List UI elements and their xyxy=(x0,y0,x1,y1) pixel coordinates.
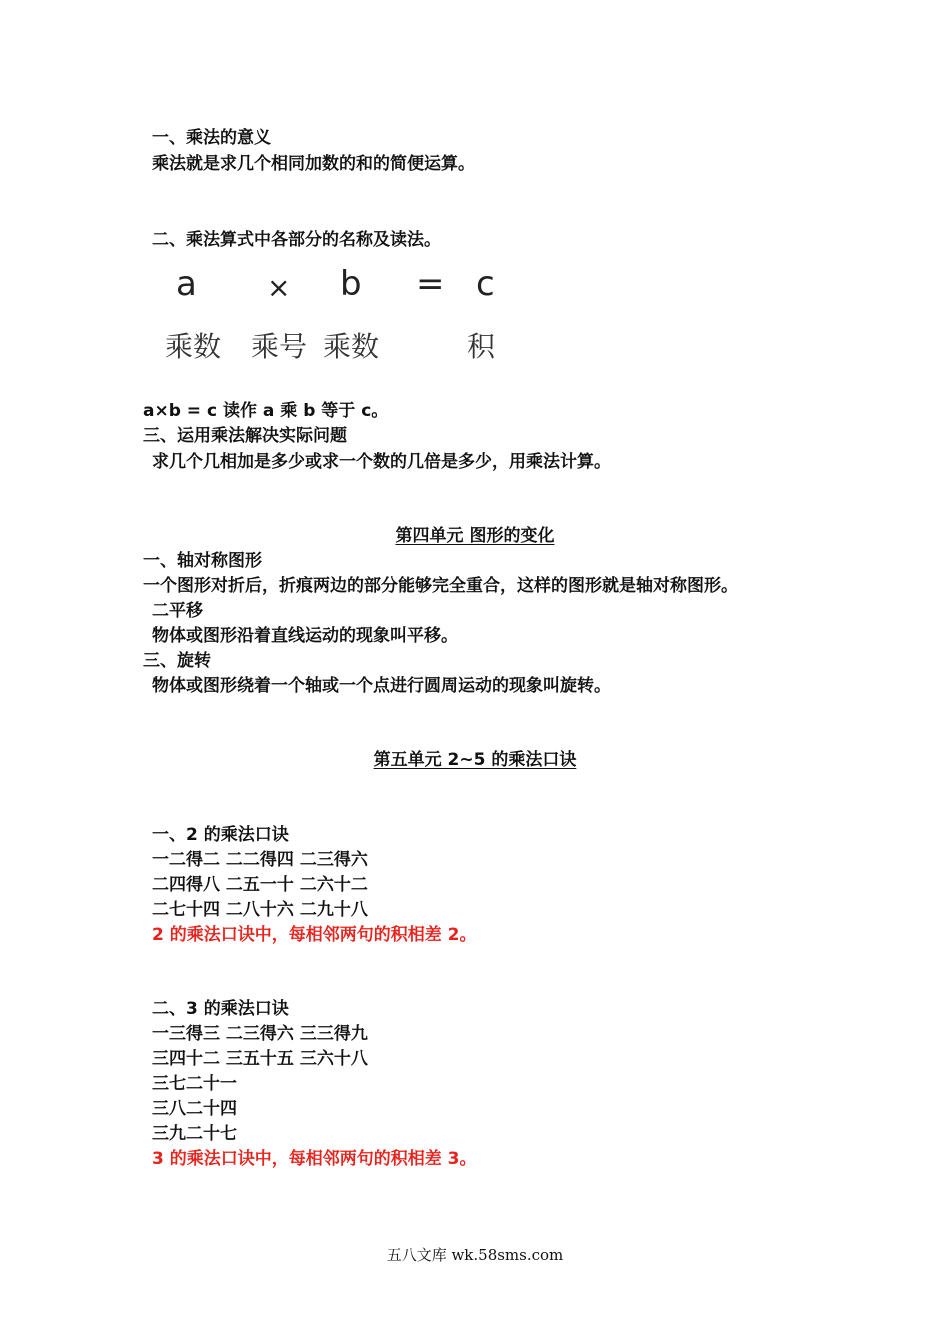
label-times-sign: 乘号 xyxy=(251,330,308,363)
table2-heading: 一、2 的乘法口诀 xyxy=(152,825,289,845)
formula-a: a xyxy=(176,264,197,304)
multiplication-formula-diagram xyxy=(150,262,522,370)
section3-heading: 三、运用乘法解决实际问题 xyxy=(143,426,347,446)
formula-c: c xyxy=(476,264,495,304)
unit4-s2-text: 物体或图形沿着直线运动的现象叫平移。 xyxy=(152,626,458,646)
unit4-s3-text: 物体或图形绕着一个轴或一个点进行圆周运动的现象叫旋转。 xyxy=(152,676,611,696)
section1-text: 乘法就是求几个相同加数的和的简便运算。 xyxy=(152,154,475,174)
table2-line: 一二得二 二二得四 二三得六 xyxy=(152,850,368,870)
unit4-title: 第四单元 图形的变化 xyxy=(395,526,555,546)
formula-times: × xyxy=(267,271,291,304)
section1-heading: 一、乘法的意义 xyxy=(152,128,271,148)
table2-note: 2 的乘法口诀中，每相邻两句的积相差 2。 xyxy=(152,925,477,945)
table3-line: 一三得三 二三得六 三三得九 xyxy=(152,1024,368,1044)
table3-line: 三七二十一 xyxy=(152,1074,237,1094)
table3-heading: 二、3 的乘法口诀 xyxy=(152,999,289,1019)
section3-text: 求几个几相加是多少或求一个数的几倍是多少，用乘法计算。 xyxy=(152,452,611,472)
table3-note: 3 的乘法口诀中，每相邻两句的积相差 3。 xyxy=(152,1149,477,1169)
formula-reading: a×b = c 读作 a 乘 b 等于 c。 xyxy=(143,401,389,421)
table2-line: 二四得八 二五一十 二六十二 xyxy=(152,875,368,895)
footer-watermark: 五八文库 wk.58sms.com xyxy=(386,1246,564,1264)
unit5-title: 第五单元 2~5 的乘法口诀 xyxy=(373,750,577,770)
label-multiplier-2: 乘数 xyxy=(323,330,380,363)
unit4-s1-heading: 一、轴对称图形 xyxy=(143,551,262,571)
label-multiplier-1: 乘数 xyxy=(165,330,222,363)
table3-line: 三四十二 三五十五 三六十八 xyxy=(152,1049,368,1069)
unit4-s2-heading: 二平移 xyxy=(152,601,203,621)
table3-line: 三九二十七 xyxy=(152,1124,237,1144)
formula-equals: = xyxy=(416,264,445,304)
unit4-s1-text: 一个图形对折后，折痕两边的部分能够完全重合，这样的图形就是轴对称图形。 xyxy=(143,576,738,596)
formula-b: b xyxy=(340,264,362,304)
label-product: 积 xyxy=(467,330,496,363)
section2-heading: 二、乘法算式中各部分的名称及读法。 xyxy=(152,230,441,250)
table2-line: 二七十四 二八十六 二九十八 xyxy=(152,900,368,920)
unit4-s3-heading: 三、旋转 xyxy=(143,651,211,671)
table3-line: 三八二十四 xyxy=(152,1099,237,1119)
